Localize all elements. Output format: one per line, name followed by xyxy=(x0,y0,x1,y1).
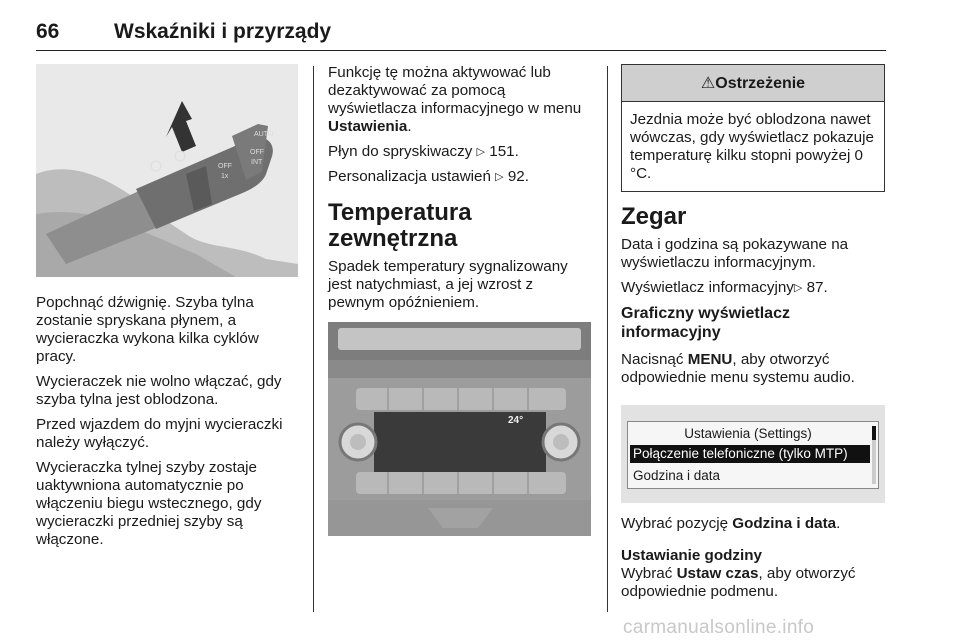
page-title: Wskaźniki i przyrządy xyxy=(114,20,332,43)
scrollbar-thumb[interactable] xyxy=(872,426,876,440)
text: , aby otworzyć odpowiednie podmenu. xyxy=(621,565,856,600)
menu-item-selected[interactable]: Połączenie telefoniczne (tylko MTP) xyxy=(630,445,870,463)
text: Wybrać pozycję xyxy=(621,515,733,532)
warning-body xyxy=(622,102,884,191)
text: . xyxy=(407,118,412,135)
section-heading: Zegar xyxy=(621,203,687,230)
text: Wybrać xyxy=(621,565,677,582)
wiper-lever-icon xyxy=(36,64,298,277)
paragraph: Popchnąć dźwignię. Szyba tylna zostanie spryskana płynem, a wycieraczka wykona kilka cyklów pracy. xyxy=(36,294,259,365)
paragraph: Wycieraczek nie wolno włączać, gdy szyba tylna jest oblodzona. xyxy=(36,373,282,408)
menu-reference: Godzina i data xyxy=(732,515,837,532)
text: Płyn do spryskiwaczy xyxy=(328,143,477,160)
temperature-readout: 24° xyxy=(508,415,524,426)
svg-text:INT: INT xyxy=(251,159,263,166)
svg-text:AUTO: AUTO xyxy=(254,131,274,138)
menu-frame xyxy=(627,421,879,489)
menu-reference: Ustawienia xyxy=(328,118,408,135)
column-divider xyxy=(607,66,608,612)
svg-text:1x: 1x xyxy=(221,173,229,180)
text: , aby otworzyć odpowiednie menu systemu audio. xyxy=(621,351,855,386)
svg-text:OFF: OFF xyxy=(218,163,232,170)
settings-menu-screenshot xyxy=(621,405,885,503)
paragraph xyxy=(328,143,593,161)
wiper-lever-illustration xyxy=(36,64,298,277)
text: Funkcję tę można aktywować lub dezaktywować za pomocą wyświetlacza informacyjnego w menu xyxy=(328,64,582,117)
paragraph: Wycieraczka tylnej szyby zostaje uaktywniona automatycznie po włączeniu biegu wstecznego, gdy wycieraczki przedniej szyby są włączone. xyxy=(36,459,262,548)
paragraph xyxy=(328,64,593,136)
text: . xyxy=(836,515,841,532)
column-left xyxy=(36,64,298,556)
column-right xyxy=(621,64,886,608)
paragraph xyxy=(621,279,886,297)
page-reference[interactable]: 151. xyxy=(489,143,519,160)
warning-title: Ostrzeżenie xyxy=(715,75,806,92)
dashboard-display-photo xyxy=(328,322,591,536)
arrow-ref-icon: ▷ xyxy=(495,170,504,183)
paragraph: Spadek temperatury sygnalizowany jest natychmiast, a jej wzrost z pewnym opóźnieniem. xyxy=(328,258,568,311)
paragraph xyxy=(621,351,886,387)
subsection-heading: Graficzny wyświetlacz informacyjny xyxy=(621,305,790,341)
arrow-ref-icon: ▷ xyxy=(793,281,803,294)
paragraph xyxy=(328,168,593,186)
arrow-ref-icon: ▷ xyxy=(476,145,486,158)
paragraph xyxy=(621,565,886,601)
menu-item[interactable]: Godzina i data xyxy=(633,468,721,483)
menu-title: Ustawienia (Settings) xyxy=(684,426,812,441)
text: Nacisnąć xyxy=(621,351,688,368)
climate-panel-icon xyxy=(328,322,591,536)
subsection-heading: Ustawianie godziny xyxy=(621,547,762,564)
paragraph xyxy=(621,515,886,533)
column-middle xyxy=(328,64,593,536)
page-number: 66 xyxy=(36,20,60,43)
page-reference[interactable]: 87. xyxy=(806,279,828,296)
paragraph: Przed wjazdem do myjni wycieraczki należy wyłączyć. xyxy=(36,416,283,451)
section-heading: Temperatura zewnętrzna xyxy=(328,199,472,252)
watermark: carmanualsonline.info xyxy=(623,617,815,638)
button-reference: MENU xyxy=(687,351,733,368)
warning-header xyxy=(622,65,884,102)
text: Wyświetlacz informacyjny xyxy=(621,279,794,296)
svg-text:OFF: OFF xyxy=(250,149,264,156)
paragraph: Data i godzina są pokazywane na wyświetlaczu informacyjnym. xyxy=(621,236,849,271)
menu-reference: Ustaw czas xyxy=(676,565,759,582)
warning-box xyxy=(621,64,885,192)
warning-icon: ⚠ xyxy=(700,73,716,92)
page-header xyxy=(36,16,886,51)
warning-text: Jezdnia może być oblodzona nawet wówczas, gdy wyświetlacz pokazuje temperaturę kilku stopni powyżej 0 °C. xyxy=(630,111,874,182)
text: Personalizacja ustawień xyxy=(328,168,496,185)
column-divider xyxy=(313,66,314,612)
page-reference[interactable]: 92. xyxy=(507,168,529,185)
